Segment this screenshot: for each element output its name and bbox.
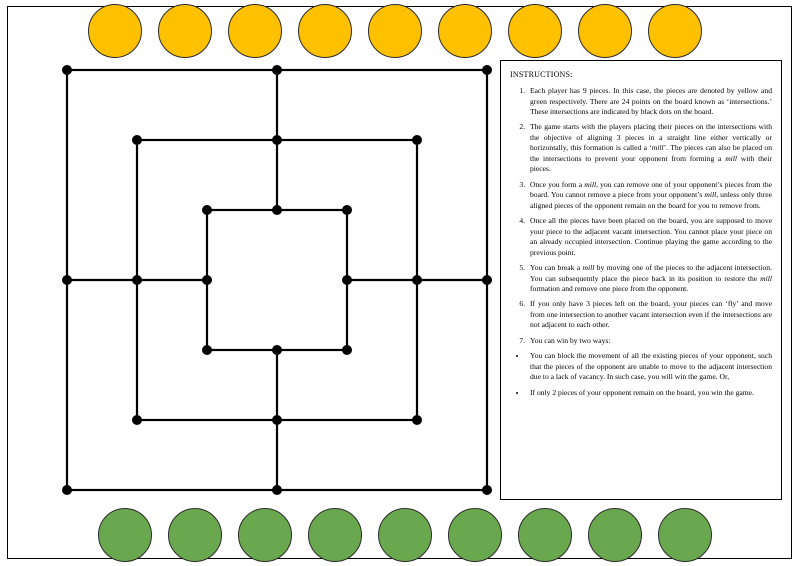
green-piece-7[interactable] (518, 508, 572, 562)
intersection-3[interactable] (482, 65, 492, 75)
yellow-piece-6[interactable] (438, 4, 492, 58)
green-piece-1[interactable] (98, 508, 152, 562)
yellow-piece-row (88, 4, 702, 58)
win-condition-item-1: • You can block the movement of all the existing pieces of your opponent, such that the pieces of the opponent are unable to move to the adjacent intersection due to a lack of vacancy. In such case, you will win the game. Or, (527, 351, 772, 382)
intersection-20[interactable] (272, 415, 282, 425)
intersection-12[interactable] (202, 275, 212, 285)
instruction-item-7: 7. You can win by two ways: (527, 336, 772, 346)
intersection-11[interactable] (132, 275, 142, 285)
inner-ring (207, 210, 347, 350)
nine-mens-morris-board[interactable] (57, 60, 497, 500)
instruction-item-3: 3. Once you form a mill, you can remove one of your opponent’s pieces from the board. You cannot remove a piece from your opponent’s mill, unless only three aligned pieces of the opponent remain on the board for you to remove from. (527, 180, 772, 211)
intersection-9[interactable] (342, 205, 352, 215)
intersection-8[interactable] (272, 205, 282, 215)
intersection-23[interactable] (272, 485, 282, 495)
intersection-19[interactable] (132, 415, 142, 425)
instruction-item-2: 2. The game starts with the players placing their pieces on the intersections with the objective of aligning 3 pieces in a straight line either vertically or horizontally, this formation is called a ‘mill’. The pieces can also be placed on the intersections to prevent your opponent from forming a mill with their pieces. (527, 122, 772, 174)
intersection-1[interactable] (62, 65, 72, 75)
intersection-6[interactable] (412, 135, 422, 145)
intersection-15[interactable] (482, 275, 492, 285)
instruction-item-5: 5. You can break a mill by moving one of the pieces to the adjacent intersection. You can subsequently place the piece back in its position to restore the mill formation and remove one piece from the opponent. (527, 263, 772, 294)
intersection-2[interactable] (272, 65, 282, 75)
yellow-piece-3[interactable] (228, 4, 282, 58)
intersection-17[interactable] (272, 345, 282, 355)
intersection-14[interactable] (412, 275, 422, 285)
yellow-piece-9[interactable] (648, 4, 702, 58)
intersection-18[interactable] (342, 345, 352, 355)
intersection-5[interactable] (272, 135, 282, 145)
yellow-piece-7[interactable] (508, 4, 562, 58)
intersection-7[interactable] (202, 205, 212, 215)
instruction-item-1: 1. Each player has 9 pieces. In this case, the pieces are denoted by yellow and green respectively. There are 24 points on the board known as ‘intersections.’ These intersections are indicated by black dots on the board. (527, 86, 772, 117)
green-piece-5[interactable] (378, 508, 432, 562)
intersection-16[interactable] (202, 345, 212, 355)
instruction-item-6: 6. If you only have 3 pieces left on the board, your pieces can ‘fly’ and move from one intersection to another vacant intersection even if the intersections are not adjacent to each other. (527, 299, 772, 330)
instructions-numbered-list (510, 86, 772, 346)
intersection-22[interactable] (62, 485, 72, 495)
green-piece-row (98, 508, 712, 562)
intersection-13[interactable] (342, 275, 352, 285)
intersection-4[interactable] (132, 135, 142, 145)
instructions-panel (500, 60, 782, 500)
yellow-piece-2[interactable] (158, 4, 212, 58)
yellow-piece-8[interactable] (578, 4, 632, 58)
yellow-piece-1[interactable] (88, 4, 142, 58)
intersection-21[interactable] (412, 415, 422, 425)
green-piece-6[interactable] (448, 508, 502, 562)
instructions-bullet-list (510, 351, 772, 398)
green-piece-8[interactable] (588, 508, 642, 562)
win-condition-item-2: • If only 2 pieces of your opponent remain on the board, you win the game. (527, 388, 772, 398)
intersection-24[interactable] (482, 485, 492, 495)
yellow-piece-5[interactable] (368, 4, 422, 58)
green-piece-3[interactable] (238, 508, 292, 562)
green-piece-9[interactable] (658, 508, 712, 562)
intersection-10[interactable] (62, 275, 72, 285)
green-piece-4[interactable] (308, 508, 362, 562)
green-piece-2[interactable] (168, 508, 222, 562)
yellow-piece-4[interactable] (298, 4, 352, 58)
board-svg (57, 60, 497, 500)
instruction-item-4: 4. Once all the pieces have been placed on the board, you are supposed to move your piece to the adjacent vacant intersection. You cannot place your piece on an already occupied intersection. Continue playing the game according to the previous point. (527, 216, 772, 258)
instructions-heading: INSTRUCTIONS: (510, 70, 573, 79)
